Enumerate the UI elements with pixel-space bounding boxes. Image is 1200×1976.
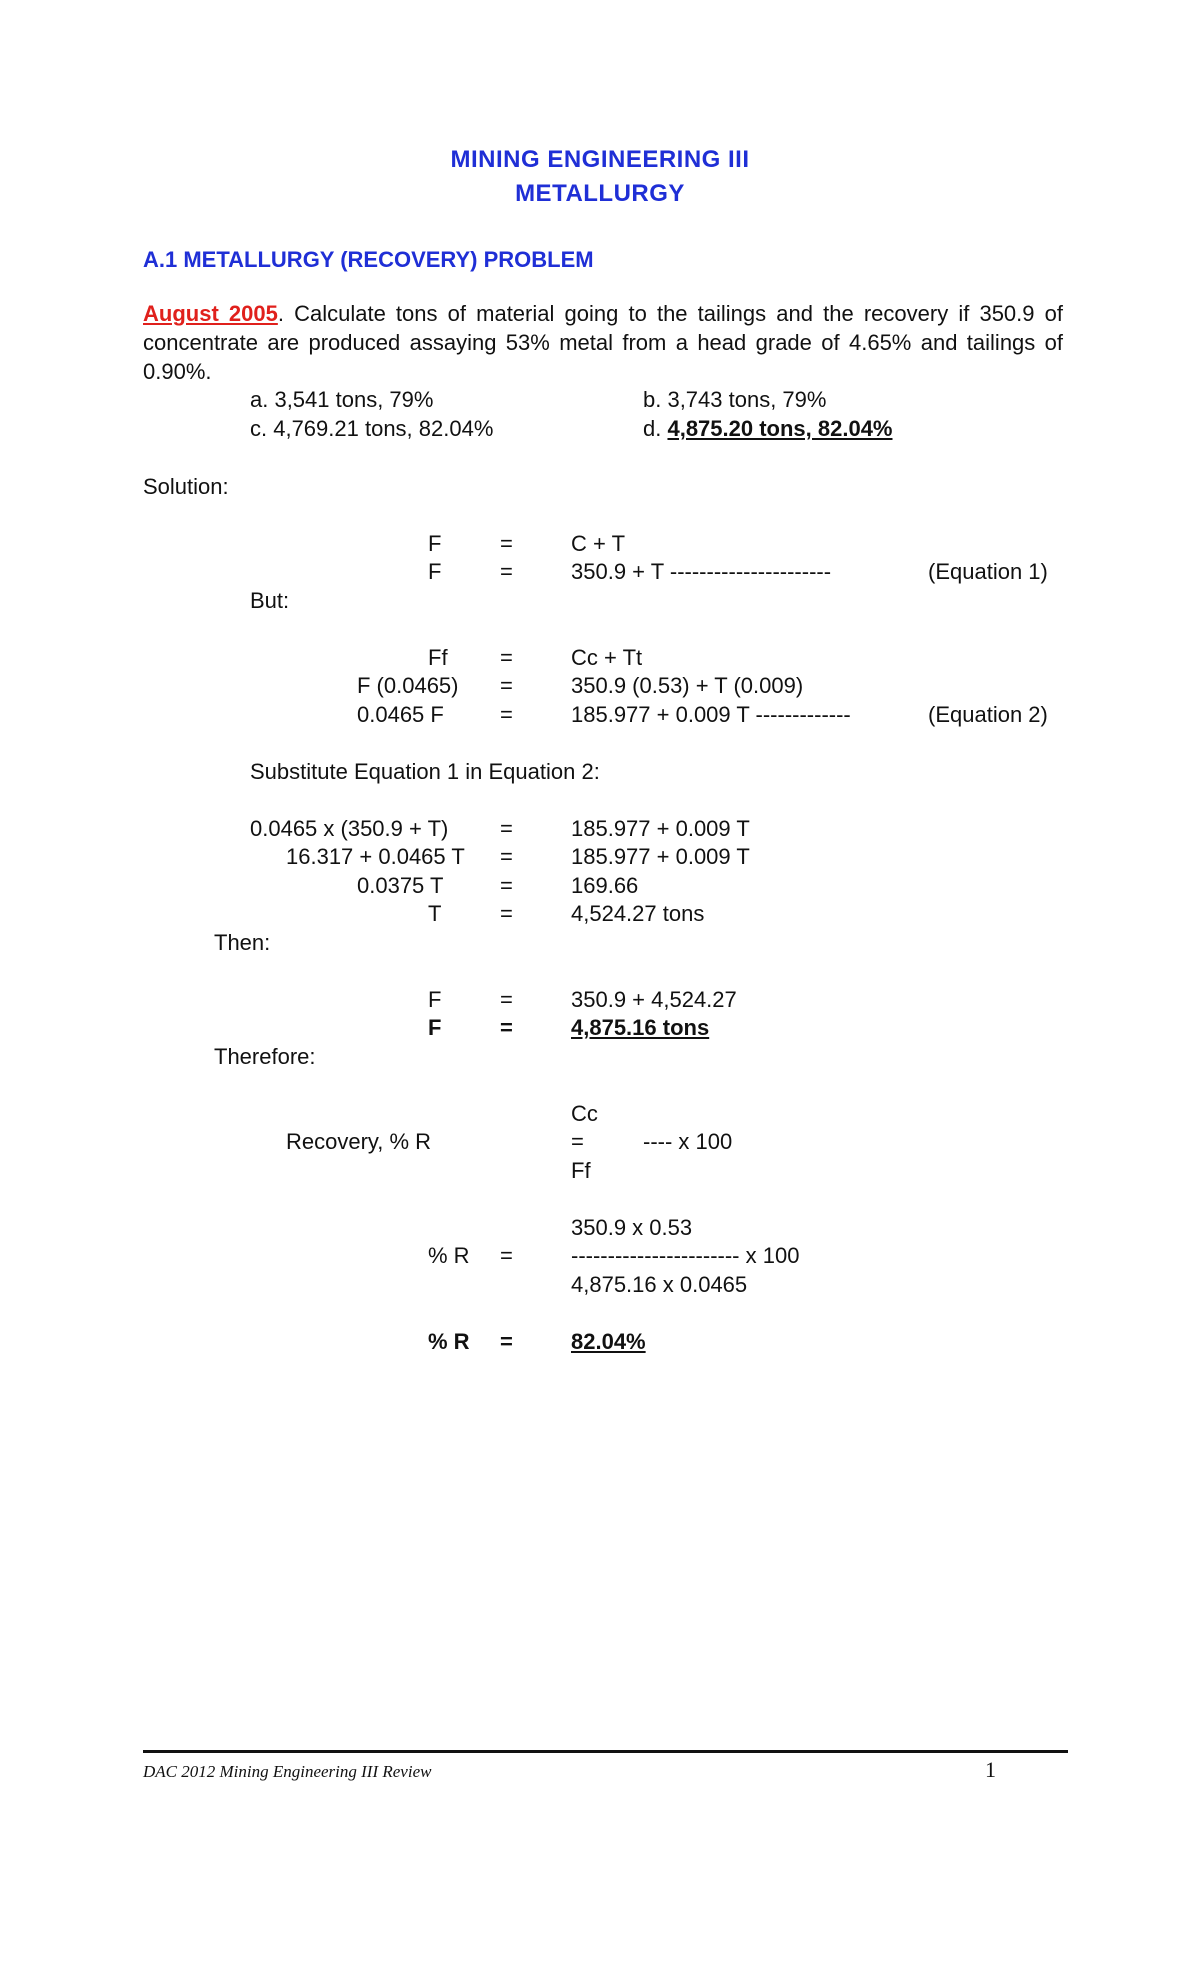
substitute-text: Substitute Equation 1 in Equation 2: bbox=[250, 759, 600, 784]
eq2-rhs: 350.9 + T ---------------------- bbox=[571, 559, 832, 584]
eq2-tag: (Equation 1) bbox=[928, 559, 1048, 584]
eq11-op: = bbox=[500, 1015, 513, 1040]
recovery-fraction: ---- x 100 bbox=[643, 1129, 733, 1154]
eq7-op: = bbox=[500, 844, 513, 869]
eq4-lhs: F (0.0465) bbox=[357, 673, 459, 698]
eq3-op: = bbox=[500, 645, 513, 670]
eq2-lhs: F bbox=[428, 559, 442, 584]
pct-line: ----------------------- x 100 bbox=[571, 1243, 800, 1268]
choice-c: c. 4,769.21 tons, 82.04% bbox=[250, 416, 494, 441]
eq9-op: = bbox=[500, 901, 513, 926]
eq5-rhs: 185.977 + 0.009 T ------------- bbox=[571, 702, 851, 727]
eq4-rhs: 350.9 (0.53) + T (0.009) bbox=[571, 673, 804, 698]
therefore-label: Therefore: bbox=[214, 1044, 316, 1069]
eq7-rhs: 185.977 + 0.009 T bbox=[571, 844, 750, 869]
footer-rule bbox=[143, 1750, 1068, 1753]
eq8-rhs: 169.66 bbox=[571, 873, 639, 898]
eq9-rhs: 4,524.27 tons bbox=[571, 901, 705, 926]
eq3-rhs: Cc + Tt bbox=[571, 645, 643, 670]
choice-d-prefix: d. bbox=[643, 416, 668, 441]
pct-numerator: 350.9 x 0.53 bbox=[571, 1215, 693, 1240]
eq11-rhs: 4,875.16 tons bbox=[571, 1015, 710, 1040]
eq10-rhs: 350.9 + 4,524.27 bbox=[571, 987, 737, 1012]
eq10-lhs: F bbox=[428, 987, 442, 1012]
recovery-numerator: Cc bbox=[571, 1101, 598, 1126]
eq5-op: = bbox=[500, 702, 513, 727]
document-title-line1: MINING ENGINEERING III bbox=[450, 146, 750, 173]
problem-date: August 2005 bbox=[143, 301, 278, 326]
eq4-op: = bbox=[500, 673, 513, 698]
problem-text: . Calculate tons of material going to the tailings and the recovery if 350.9 of concentrate are produced assaying 53% metal from a head grade of 4.65% and tailings of 0.90%. bbox=[143, 301, 1063, 384]
recovery-label: Recovery, % R bbox=[286, 1129, 432, 1154]
eq6-op: = bbox=[500, 816, 513, 841]
result-rhs: 82.04% bbox=[571, 1329, 646, 1354]
result-lhs: % R bbox=[428, 1329, 470, 1354]
recovery-eq: = bbox=[571, 1129, 584, 1154]
eq1-rhs: C + T bbox=[571, 531, 626, 556]
solution-label: Solution: bbox=[143, 474, 229, 499]
eq7-lhs: 16.317 + 0.0465 T bbox=[286, 844, 465, 869]
result-op: = bbox=[500, 1329, 513, 1354]
recovery-denominator: Ff bbox=[571, 1158, 591, 1183]
document-title-line2: METALLURGY bbox=[515, 180, 685, 207]
eq1-lhs: F bbox=[428, 531, 442, 556]
choice-a: a. 3,541 tons, 79% bbox=[250, 387, 434, 412]
pct-lhs: % R bbox=[428, 1243, 470, 1268]
eq9-lhs: T bbox=[428, 901, 442, 926]
then-label: Then: bbox=[214, 930, 271, 955]
eq5-tag: (Equation 2) bbox=[928, 702, 1048, 727]
eq11-lhs: F bbox=[428, 1015, 442, 1040]
eq10-op: = bbox=[500, 987, 513, 1012]
eq1-op: = bbox=[500, 531, 513, 556]
pct-denominator: 4,875.16 x 0.0465 bbox=[571, 1272, 748, 1297]
eq3-lhs: Ff bbox=[428, 645, 448, 670]
footer-text: DAC 2012 Mining Engineering III Review bbox=[143, 1762, 432, 1781]
but-label: But: bbox=[250, 588, 290, 613]
eq5-lhs: 0.0465 F bbox=[357, 702, 444, 727]
eq8-lhs: 0.0375 T bbox=[357, 873, 444, 898]
pct-op: = bbox=[500, 1243, 513, 1268]
eq2-op: = bbox=[500, 559, 513, 584]
choice-b: b. 3,743 tons, 79% bbox=[643, 387, 827, 412]
problem-statement bbox=[143, 299, 1063, 386]
eq6-lhs: 0.0465 x (350.9 + T) bbox=[250, 816, 449, 841]
page-number: 1 bbox=[985, 1757, 996, 1782]
section-heading: A.1 METALLURGY (RECOVERY) PROBLEM bbox=[143, 247, 594, 272]
choice-d-answer: 4,875.20 tons, 82.04% bbox=[667, 416, 893, 441]
eq6-rhs: 185.977 + 0.009 T bbox=[571, 816, 750, 841]
choice-d bbox=[643, 415, 893, 443]
eq8-op: = bbox=[500, 873, 513, 898]
